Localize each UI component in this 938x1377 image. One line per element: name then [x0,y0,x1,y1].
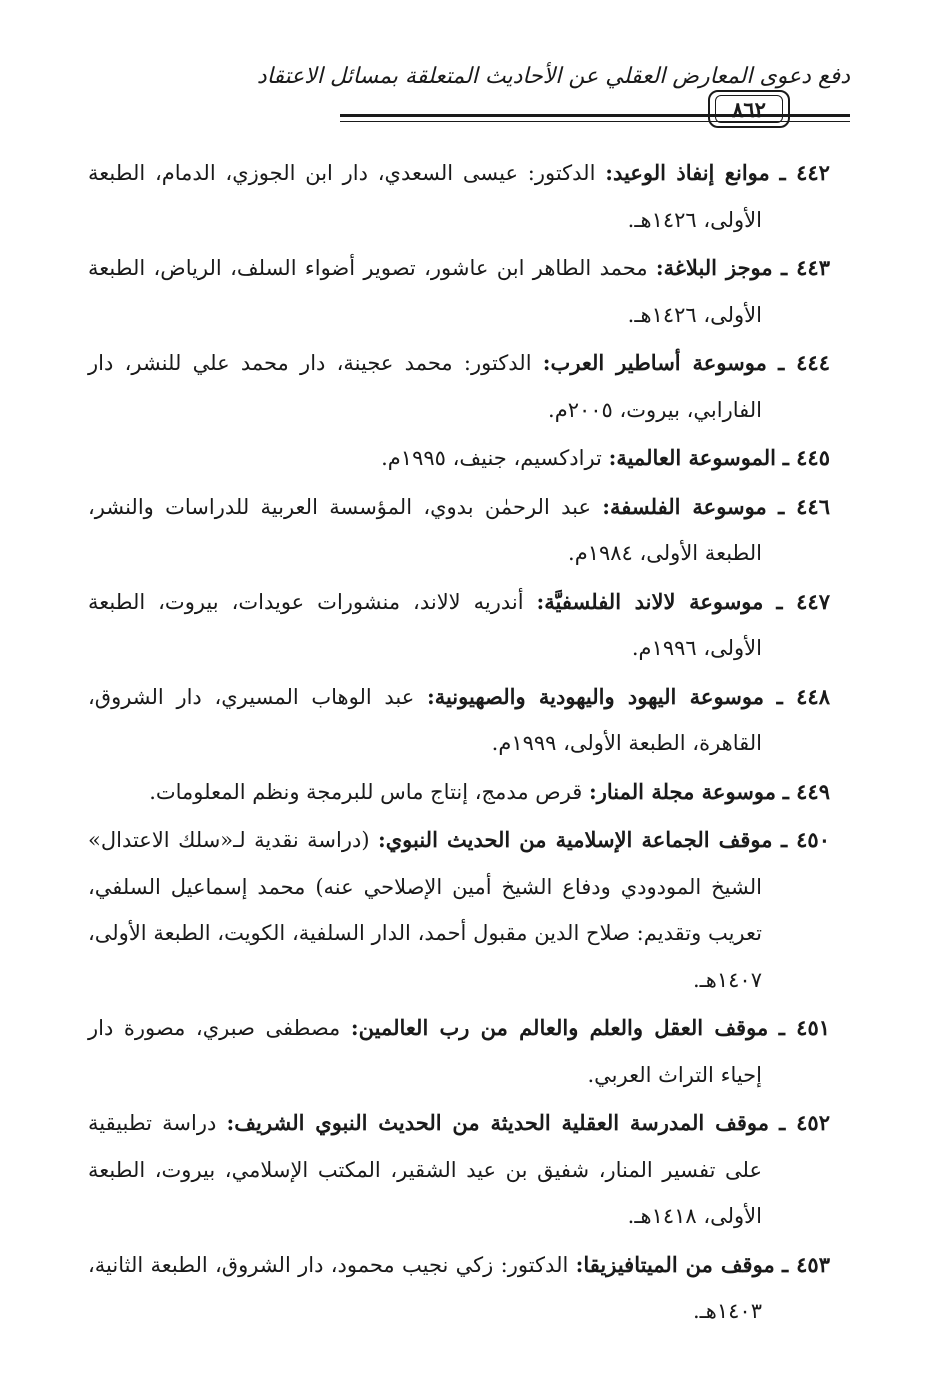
bibliography-entry [88,817,830,1003]
entry-title: موسوعة الفلسفة: [602,493,767,519]
entry-text: عبد الوهاب المسيري، دار الشروق، القاهرة، الطبعة الأولى، ١٩٩٩م. [88,684,762,755]
bibliography-entry [88,484,830,577]
entry-number: ٤٥٠ ـ [780,827,830,852]
bibliography-entry [88,340,830,433]
entry-number: ٤٤٥ ـ [782,445,830,470]
entry-title: موسوعة أساطير العرب: [542,350,767,375]
entry-number: ٤٥٣ ـ [782,1251,830,1277]
entry-title: موقف العقل والعلم والعالم من رب العالمين: [350,1015,769,1040]
entry-text: الدكتور: محمد عجينة، دار محمد علي للنشر، دار الفارابي، بيروت، ٢٠٠٥م. [88,351,762,422]
entry-text: عبد الرحمٰن بدوي، المؤسسة العربية للدراسات والنشر، الطبعة الأولى، ١٩٨٤م. [88,494,762,565]
entry-text: مصطفى صبري، مصورة دار إحياء التراث العربي. [88,1016,762,1087]
entry-number: ٤٤٨ ـ [776,683,830,709]
entry-text: الدكتور: زكي نجيب محمود، دار الشروق، الطبعة الثانية، ١٤٠٣هـ. [88,1252,762,1323]
bibliography-entry [88,435,830,482]
header-rule [800,114,840,117]
entry-text: (دراسة نقدية لـ«سلك الاعتدال» الشيخ المودودي ودفاع الشيخ أمين الإصلاحي عنه) محمد إسماعيل السلفي، تعريب وتقديم: صلاح الدين مقبول أحمد، الدار السلفية، الكويت، الطبعة الأولى، ١٤٠٧هـ. [88,828,762,992]
entry-number: ٤٥١ ـ [778,1015,831,1040]
entry-title: الموسوعة العالمية: [608,445,776,470]
entry-title: موسوعة لالاند الفلسفيَّة: [536,588,764,614]
entry-title: موقف من الميتافيزيقا: [575,1251,775,1277]
entry-text: ترادكسيم، جنيف، ١٩٩٥م. [381,446,602,470]
entry-number: ٤٤٤ ـ [778,350,830,375]
bibliography-entry [88,579,830,672]
bibliography-list [88,150,830,1337]
entry-number: ٤٤٣ ـ [781,255,830,280]
entry-title: موجز البلاغة: [655,255,773,280]
header-rule [800,121,840,122]
entry-title: موقف المدرسة العقلية الحديثة من الحديث النبوي الشريف: [226,1110,769,1135]
entry-title: موسوعة اليهود واليهودية والصهيونية: [426,683,764,709]
entry-title: موسوعة مجلة المنار: [589,778,776,804]
entry-number: ٤٤٧ ـ [776,588,830,614]
page-number-frame [708,90,790,128]
entry-number: ٤٥٢ ـ [779,1110,830,1135]
bibliography-entry [88,1005,830,1098]
running-title: دفع دعوى المعارض العقلي عن الأحاديث المتعلقة بمسائل الاعتقاد [256,64,850,89]
entry-text: أندريه لالاند، منشورات عويدات، بيروت، الطبعة الأولى، ١٩٩٦م. [88,589,762,660]
bibliography-entry [88,245,830,338]
page-number: ٨٦٢ [715,95,783,123]
bibliography-entry [88,1100,830,1240]
entry-number: ٤٤٢ ـ [779,160,830,185]
bibliography-entry [88,1242,830,1335]
entry-title: موقف الجماعة الإسلامية من الحديث النبوي: [377,827,773,852]
entry-text: دراسة تطبيقية على تفسير المنار، شفيق بن عيد الشقير، المكتب الإسلامي، بيروت، الطبعة الأولى، ١٤١٨هـ. [88,1111,762,1228]
entry-number: ٤٤٩ ـ [782,778,830,804]
bibliography-entry [88,674,830,767]
entry-text: الدكتور: عيسى السعدي، دار ابن الجوزي، الدمام، الطبعة الأولى، ١٤٢٦هـ. [88,161,762,232]
bibliography-entry [88,769,830,816]
bibliography-entry [88,150,830,243]
page-header [0,0,938,140]
entry-text: قرص مدمج، إنتاج ماس للبرمجة ونظم المعلومات. [149,779,583,804]
entry-title: موانع إنفاذ الوعيد: [605,160,770,185]
entry-number: ٤٤٦ ـ [778,493,830,519]
entry-text: محمد الطاهر ابن عاشور، تصوير أضواء السلف، الرياض، الطبعة الأولى، ١٤٢٦هـ. [88,256,762,327]
